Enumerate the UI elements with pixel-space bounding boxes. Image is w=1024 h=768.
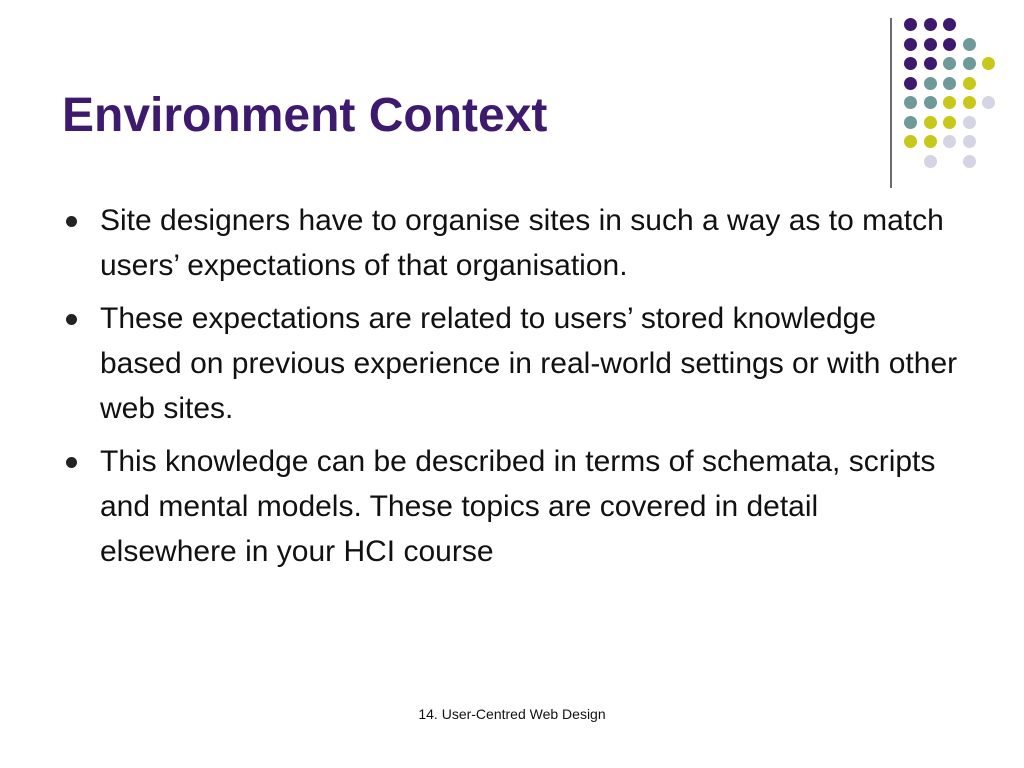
decorative-dot: [904, 38, 917, 51]
decorative-dot: [943, 57, 956, 70]
bullet-item: [62, 439, 962, 574]
bullet-item: [62, 296, 962, 431]
decorative-dot: [963, 135, 976, 148]
decorative-dot: [924, 155, 937, 168]
decorative-dot: [924, 18, 937, 31]
decorative-dot: [943, 116, 956, 129]
decorative-dot: [982, 57, 995, 70]
decorative-dot: [943, 96, 956, 109]
bullet-text: These expectations are related to users’ stored knowledge based on previous experience in real-world settings or with other web sites.: [100, 302, 958, 425]
decorative-dot: [963, 77, 976, 90]
decorative-dot: [904, 116, 917, 129]
decorative-dot: [924, 96, 937, 109]
bullet-dot-icon: [66, 216, 77, 227]
decorative-dot: [924, 116, 937, 129]
decorative-dot: [924, 77, 937, 90]
decorative-dot: [963, 116, 976, 129]
decorative-dot: [963, 38, 976, 51]
decorative-dot: [904, 77, 917, 90]
decorative-dot: [943, 18, 956, 31]
bullet-list: [62, 198, 962, 582]
decorative-dot: [904, 57, 917, 70]
decorative-dot: [904, 96, 917, 109]
decorative-dot-grid: [904, 10, 1014, 170]
slide-footer: 14. User-Centred Web Design: [418, 706, 606, 722]
bullet-dot-icon: [66, 457, 77, 468]
decorative-dot: [943, 135, 956, 148]
decorative-dot: [982, 96, 995, 109]
decorative-dot: [924, 38, 937, 51]
decorative-dot: [943, 38, 956, 51]
slide-title: Environment Context: [62, 89, 548, 142]
decorative-dot: [963, 155, 976, 168]
decorative-dot: [904, 135, 917, 148]
bullet-item: [62, 198, 962, 288]
decorative-dot: [924, 135, 937, 148]
bullet-text: This knowledge can be described in terms of schemata, scripts and mental models. These topics are covered in detail elsewhere in your HCI course: [100, 445, 936, 568]
decorative-dot: [904, 18, 917, 31]
bullet-text: Site designers have to organise sites in such a way as to match users’ expectations of that organisation.: [100, 204, 944, 282]
divider-line: [890, 18, 892, 188]
decorative-dot: [924, 57, 937, 70]
decorative-dot: [963, 57, 976, 70]
decorative-dot: [943, 77, 956, 90]
bullet-dot-icon: [66, 314, 77, 325]
decorative-dot: [963, 96, 976, 109]
